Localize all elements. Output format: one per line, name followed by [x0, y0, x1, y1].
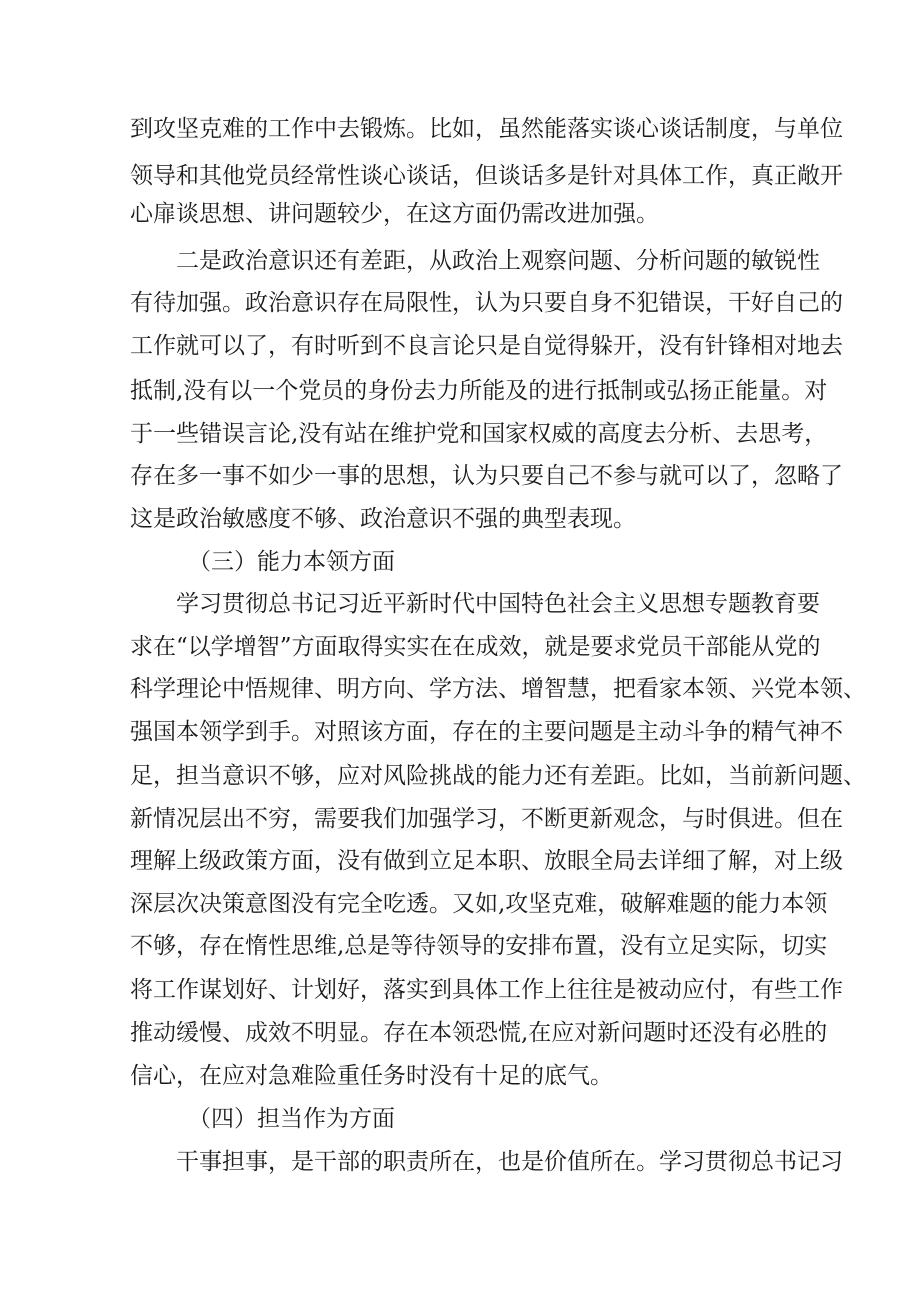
section-heading-3: （三）能力本领方面	[188, 549, 395, 575]
section-heading-4: （四）担当作为方面	[188, 1106, 395, 1132]
paragraph-3-line-7: 理解上级政策方面，没有做到立足本职、放眼全局去详细了解，对上级	[130, 848, 843, 874]
paragraph-3-line-2: 求在“以学增智”方面取得实实在在成效，就是要求党员干部能从党的	[130, 634, 821, 660]
paragraph-1-line-1: 到攻坚克难的工作中去锻炼。比如，虽然能落实谈心谈话制度，与单位	[130, 116, 843, 142]
paragraph-2-line-4: 抵制,没有以一个党员的身份去力所能及的进行抵制或弘扬正能量。对	[130, 378, 828, 404]
paragraph-3-line-8: 深层次决策意图没有完全吃透。又如,攻坚克难，破解难题的能力本领	[130, 891, 828, 917]
paragraph-3-line-10: 将工作谋划好、计划好，落实到具体工作上往往是被动应付，有些工作	[130, 977, 843, 1003]
paragraph-2-line-3: 工作就可以了，有时听到不良言论只是自觉得躲开，没有针锋相对地去	[130, 333, 843, 359]
paragraph-1-line-2: 领导和其他党员经常性谈心谈话，但谈话多是针对具体工作，真正敞开	[130, 163, 843, 189]
paragraph-3-line-3: 科学理论中悟规律、明方向、学方法、增智慧，把看家本领、兴党本领、	[130, 676, 866, 702]
paragraph-3-line-1: 学习贯彻总书记习近平新时代中国特色社会主义思想专题教育要	[176, 591, 820, 617]
paragraph-3-line-11: 推动缓慢、成效不明显。存在本领恐慌,在应对新问题时还没有必胜的	[130, 1020, 828, 1046]
paragraph-3-line-5: 足，担当意识不够，应对风险挑战的能力还有差距。比如，当前新问题、	[130, 763, 866, 789]
paragraph-3-line-12: 信心，在应对急难险重任务时没有十足的底气。	[130, 1063, 613, 1089]
paragraph-1-line-3: 心扉谈思想、讲问题较少，在这方面仍需改进加强。	[130, 201, 659, 227]
paragraph-2-line-5: 于一些错误言论,没有站在维护党和国家权威的高度去分析、去思考，	[130, 421, 828, 447]
paragraph-3-line-6: 新情况层出不穷，需要我们加强学习，不断更新观念，与时俱进。但在	[130, 806, 843, 832]
paragraph-2-line-1: 二是政治意识还有差距，从政治上观察问题、分析问题的敏锐性	[176, 248, 820, 274]
paragraph-3-line-9: 不够，存在惰性思维,总是等待领导的安排布置，没有立足实际，切实	[130, 933, 828, 959]
paragraph-2-line-7: 这是政治敏感度不够、政治意识不强的典型表现。	[130, 506, 636, 532]
paragraph-2-line-2: 有待加强。政治意识存在局限性，认为只要自身不犯错误，干好自己的	[130, 290, 843, 316]
paragraph-3-line-4: 强国本领学到手。对照该方面，存在的主要问题是主动斗争的精气神不	[130, 719, 843, 745]
paragraph-2-line-6: 存在多一事不如少一事的思想，认为只要自己不参与就可以了，忽略了	[130, 463, 843, 489]
paragraph-4-line-1: 干事担事，是干部的职责所在，也是价值所在。学习贯彻总书记习	[176, 1149, 843, 1175]
